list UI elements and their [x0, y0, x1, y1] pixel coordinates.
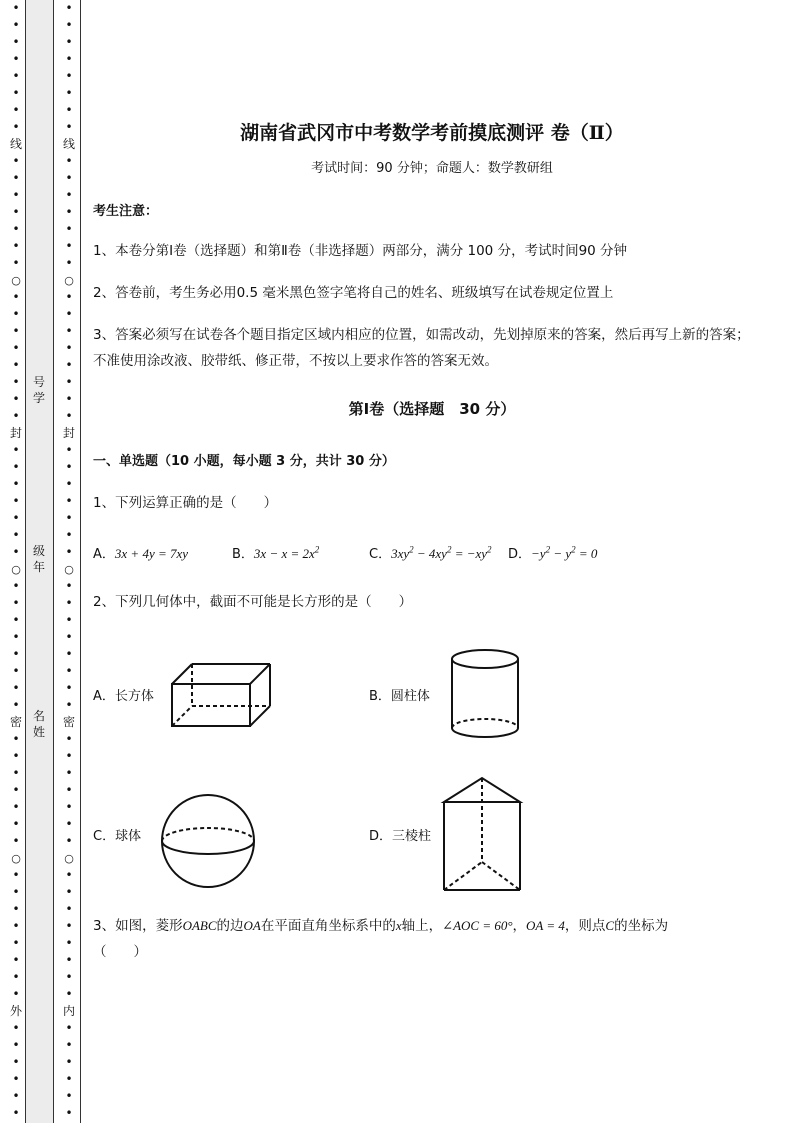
question-1-option-d: [508, 543, 597, 562]
binding-dot: •: [65, 103, 73, 117]
binding-dot: •: [12, 800, 20, 814]
binding-dot: •: [65, 987, 73, 1001]
binding-dot: •: [65, 970, 73, 984]
question-2-option-d: D．三棱柱: [369, 829, 432, 844]
binding-dot: •: [65, 460, 73, 474]
binding-dot: •: [65, 885, 73, 899]
binding-dot: •: [12, 817, 20, 831]
binding-dot: •: [65, 307, 73, 321]
binding-mark: 线: [9, 137, 22, 151]
q3-sep: ，: [512, 918, 527, 934]
binding-dot: •: [12, 732, 20, 746]
q3-side-name: OA: [243, 918, 261, 933]
binding-dot: •: [65, 1021, 73, 1035]
binding-mark: 封: [62, 426, 75, 440]
q3-text-mid2: 在平面直角坐标系中的: [260, 918, 396, 934]
binding-mark: 密: [9, 715, 22, 729]
question-2-stem: 2、下列几何体中，截面不可能是长方形的是（ ）: [93, 594, 413, 610]
binding-dot: •: [12, 103, 20, 117]
binding-dot: •: [65, 545, 73, 559]
binding-dot: •: [12, 511, 20, 525]
binding-dot: •: [65, 86, 73, 100]
binding-dot: •: [12, 681, 20, 695]
binding-dot: •: [12, 256, 20, 270]
binding-dot: •: [12, 52, 20, 66]
notice-item-3: 3、答案必须写在试卷各个题目指定区域内相应的位置，如需改动，先划掉原来的答案，然后再写上新的答案；不准使用涂改液、胶带纸、修正带，不按以上要求作答的答案无效。: [93, 327, 750, 369]
q3-angle: ∠AOC = 60°: [442, 918, 513, 933]
binding-dot: •: [65, 358, 73, 372]
binding-dot: •: [65, 953, 73, 967]
binding-dot: •: [65, 205, 73, 219]
binding-dot: •: [12, 647, 20, 661]
notice-item-1: 1、本卷分第Ⅰ卷（选择题）和第Ⅱ卷（非选择题）两部分，满分 100 分，考试时间90 分钟: [93, 243, 628, 259]
binding-dot: •: [65, 732, 73, 746]
sphere-figure: [158, 792, 258, 890]
binding-dot: •: [65, 477, 73, 491]
binding-circle: ○: [11, 563, 21, 576]
binding-dot: •: [12, 834, 20, 848]
binding-dot: •: [12, 222, 20, 236]
binding-dot: •: [65, 817, 73, 831]
binding-dot: •: [65, 375, 73, 389]
question-1-option-a: [93, 543, 188, 562]
notice-heading: 考生注意：: [93, 204, 159, 219]
option-d-formula: $-y^2 - y^2 = 0$: [531, 544, 598, 561]
binding-dot: •: [12, 1, 20, 15]
binding-dot: •: [12, 919, 20, 933]
question-2-option-c: C．球体: [93, 829, 142, 844]
binding-dots-right: [62, 0, 76, 1123]
binding-dot: •: [65, 800, 73, 814]
binding-dot: •: [65, 52, 73, 66]
binding-mark: 密: [62, 715, 75, 729]
student-number-field-label: 号 学: [32, 375, 45, 405]
binding-dot: •: [12, 528, 20, 542]
binding-dot: •: [65, 902, 73, 916]
option-c-formula: $3xy^2 - 4xy^2 = -xy^2$: [391, 544, 492, 561]
binding-dot: •: [12, 613, 20, 627]
binding-dot: •: [65, 1038, 73, 1052]
binding-dot: •: [12, 885, 20, 899]
binding-dot: •: [12, 698, 20, 712]
binding-dot: •: [65, 171, 73, 185]
q3-answer-paren: （ ）: [93, 944, 147, 960]
exam-title: 湖南省武冈市中考数学考前摸底测评 卷（Ⅱ）: [240, 122, 624, 144]
binding-dot: •: [65, 630, 73, 644]
binding-dot: •: [65, 154, 73, 168]
q3-point: C: [605, 918, 615, 933]
option-a-label: A．: [93, 547, 115, 562]
binding-dot: •: [12, 69, 20, 83]
binding-circle: ○: [64, 563, 74, 576]
binding-dot: •: [65, 749, 73, 763]
binding-dot: •: [12, 987, 20, 1001]
binding-dot: •: [12, 596, 20, 610]
triangular-prism-figure: [440, 774, 524, 894]
binding-rule-line: [80, 0, 81, 1123]
binding-dot: •: [65, 324, 73, 338]
option-b-formula: $3x - x = 2x^2$: [253, 544, 320, 561]
binding-circle: ○: [64, 852, 74, 865]
option-c-label: C．: [369, 547, 392, 562]
q3-axis-name: x: [395, 918, 402, 933]
binding-dot: •: [65, 783, 73, 797]
binding-dot: •: [12, 1072, 20, 1086]
binding-dot: •: [12, 1089, 20, 1103]
binding-dot: •: [12, 18, 20, 32]
section-title: 第Ⅰ卷（选择题 30 分）: [348, 400, 516, 418]
question-1-option-c: [369, 543, 492, 562]
binding-dot: •: [12, 239, 20, 253]
binding-dot: •: [65, 766, 73, 780]
question-2-option-a: A．长方体: [93, 689, 154, 704]
binding-dot: •: [12, 868, 20, 882]
binding-dot: •: [12, 35, 20, 49]
q3-text-mid1: 的边: [216, 918, 244, 934]
binding-dot: •: [65, 443, 73, 457]
binding-dot: •: [65, 528, 73, 542]
binding-dot: •: [65, 239, 73, 253]
binding-dot: •: [65, 1106, 73, 1120]
binding-dot: •: [65, 69, 73, 83]
binding-dot: •: [12, 307, 20, 321]
binding-dot: •: [65, 596, 73, 610]
binding-dot: •: [65, 290, 73, 304]
binding-dot: •: [12, 188, 20, 202]
q3-shape-name: OABC: [182, 918, 217, 933]
binding-dot: •: [65, 511, 73, 525]
binding-dot: •: [12, 545, 20, 559]
binding-dot: •: [65, 868, 73, 882]
binding-dot: •: [12, 86, 20, 100]
binding-dot: •: [12, 392, 20, 406]
binding-dot: •: [65, 647, 73, 661]
part-heading: 一、单选题（10 小题，每小题 3 分，共计 30 分）: [93, 454, 395, 469]
grade-field-label: 级 年: [32, 544, 45, 574]
question-1-stem: 1、下列运算正确的是（ ）: [93, 495, 278, 511]
question-3-stem: [93, 913, 753, 965]
binding-dot: •: [12, 358, 20, 372]
cuboid-figure: [168, 660, 274, 730]
question-1-option-b: [232, 543, 319, 562]
binding-dot: •: [65, 392, 73, 406]
binding-dot: •: [12, 477, 20, 491]
binding-dot: •: [65, 613, 73, 627]
binding-mark: 线: [62, 137, 75, 151]
q3-length: OA = 4: [526, 918, 565, 933]
question-2-option-b: B．圆柱体: [369, 689, 430, 704]
binding-dot: •: [12, 409, 20, 423]
binding-dot: •: [12, 205, 20, 219]
binding-dot: •: [12, 494, 20, 508]
option-a-formula: 3x + 4y = 7xy: [114, 546, 189, 561]
binding-circle: ○: [64, 274, 74, 287]
binding-dot: •: [65, 936, 73, 950]
binding-dot: •: [65, 222, 73, 236]
binding-dot: •: [12, 630, 20, 644]
q3-text-mid3: 轴上，: [401, 918, 443, 934]
binding-dot: •: [12, 936, 20, 950]
binding-dot: •: [65, 494, 73, 508]
binding-dot: •: [12, 443, 20, 457]
binding-dot: •: [65, 1072, 73, 1086]
binding-dot: •: [12, 171, 20, 185]
binding-circle: ○: [11, 274, 21, 287]
binding-dot: •: [12, 970, 20, 984]
exam-subtitle: 考试时间：90 分钟；命题人：数学教研组: [311, 161, 553, 176]
binding-dot: •: [65, 1089, 73, 1103]
binding-dot: •: [12, 749, 20, 763]
binding-dot: •: [65, 698, 73, 712]
binding-dot: •: [12, 290, 20, 304]
binding-dot: •: [65, 188, 73, 202]
binding-dot: •: [65, 256, 73, 270]
binding-dot: •: [65, 834, 73, 848]
binding-dot: •: [12, 1021, 20, 1035]
option-d-label: D．: [508, 547, 532, 562]
q3-text-mid4: ，则点: [564, 918, 606, 934]
binding-dot: •: [12, 902, 20, 916]
binding-dot: •: [65, 664, 73, 678]
binding-mark: 内: [62, 1004, 75, 1018]
binding-dot: •: [12, 341, 20, 355]
notice-item-2: 2、答卷前，考生务必用0.5 毫米黑色签字笔将自己的姓名、班级填写在试卷规定位置上: [93, 285, 614, 301]
binding-dot: •: [65, 341, 73, 355]
binding-dot: •: [12, 1038, 20, 1052]
binding-dot: •: [12, 154, 20, 168]
q3-text-start: 3、如图，菱形: [93, 918, 183, 934]
binding-dot: •: [65, 1055, 73, 1069]
option-b-label: B．: [232, 547, 254, 562]
binding-dots-left: [9, 0, 23, 1123]
binding-dot: •: [12, 460, 20, 474]
binding-dot: •: [12, 579, 20, 593]
binding-dot: •: [12, 664, 20, 678]
binding-dot: •: [12, 783, 20, 797]
binding-dot: •: [65, 35, 73, 49]
binding-dot: •: [12, 120, 20, 134]
binding-dot: •: [65, 120, 73, 134]
binding-mark: 封: [9, 426, 22, 440]
binding-dot: •: [65, 681, 73, 695]
binding-dot: •: [65, 18, 73, 32]
binding-circle: ○: [11, 852, 21, 865]
binding-dot: •: [12, 375, 20, 389]
q3-text-end: 的坐标为: [614, 918, 669, 934]
binding-dot: •: [12, 953, 20, 967]
binding-dot: •: [12, 1106, 20, 1120]
binding-dot: •: [12, 324, 20, 338]
binding-dot: •: [65, 1, 73, 15]
binding-dot: •: [12, 766, 20, 780]
binding-dot: •: [65, 919, 73, 933]
binding-mark: 外: [9, 1004, 22, 1018]
binding-dot: •: [65, 409, 73, 423]
binding-dot: •: [65, 579, 73, 593]
cylinder-figure: [444, 646, 526, 742]
name-field-label: 名 姓: [32, 709, 45, 739]
binding-dot: •: [12, 1055, 20, 1069]
